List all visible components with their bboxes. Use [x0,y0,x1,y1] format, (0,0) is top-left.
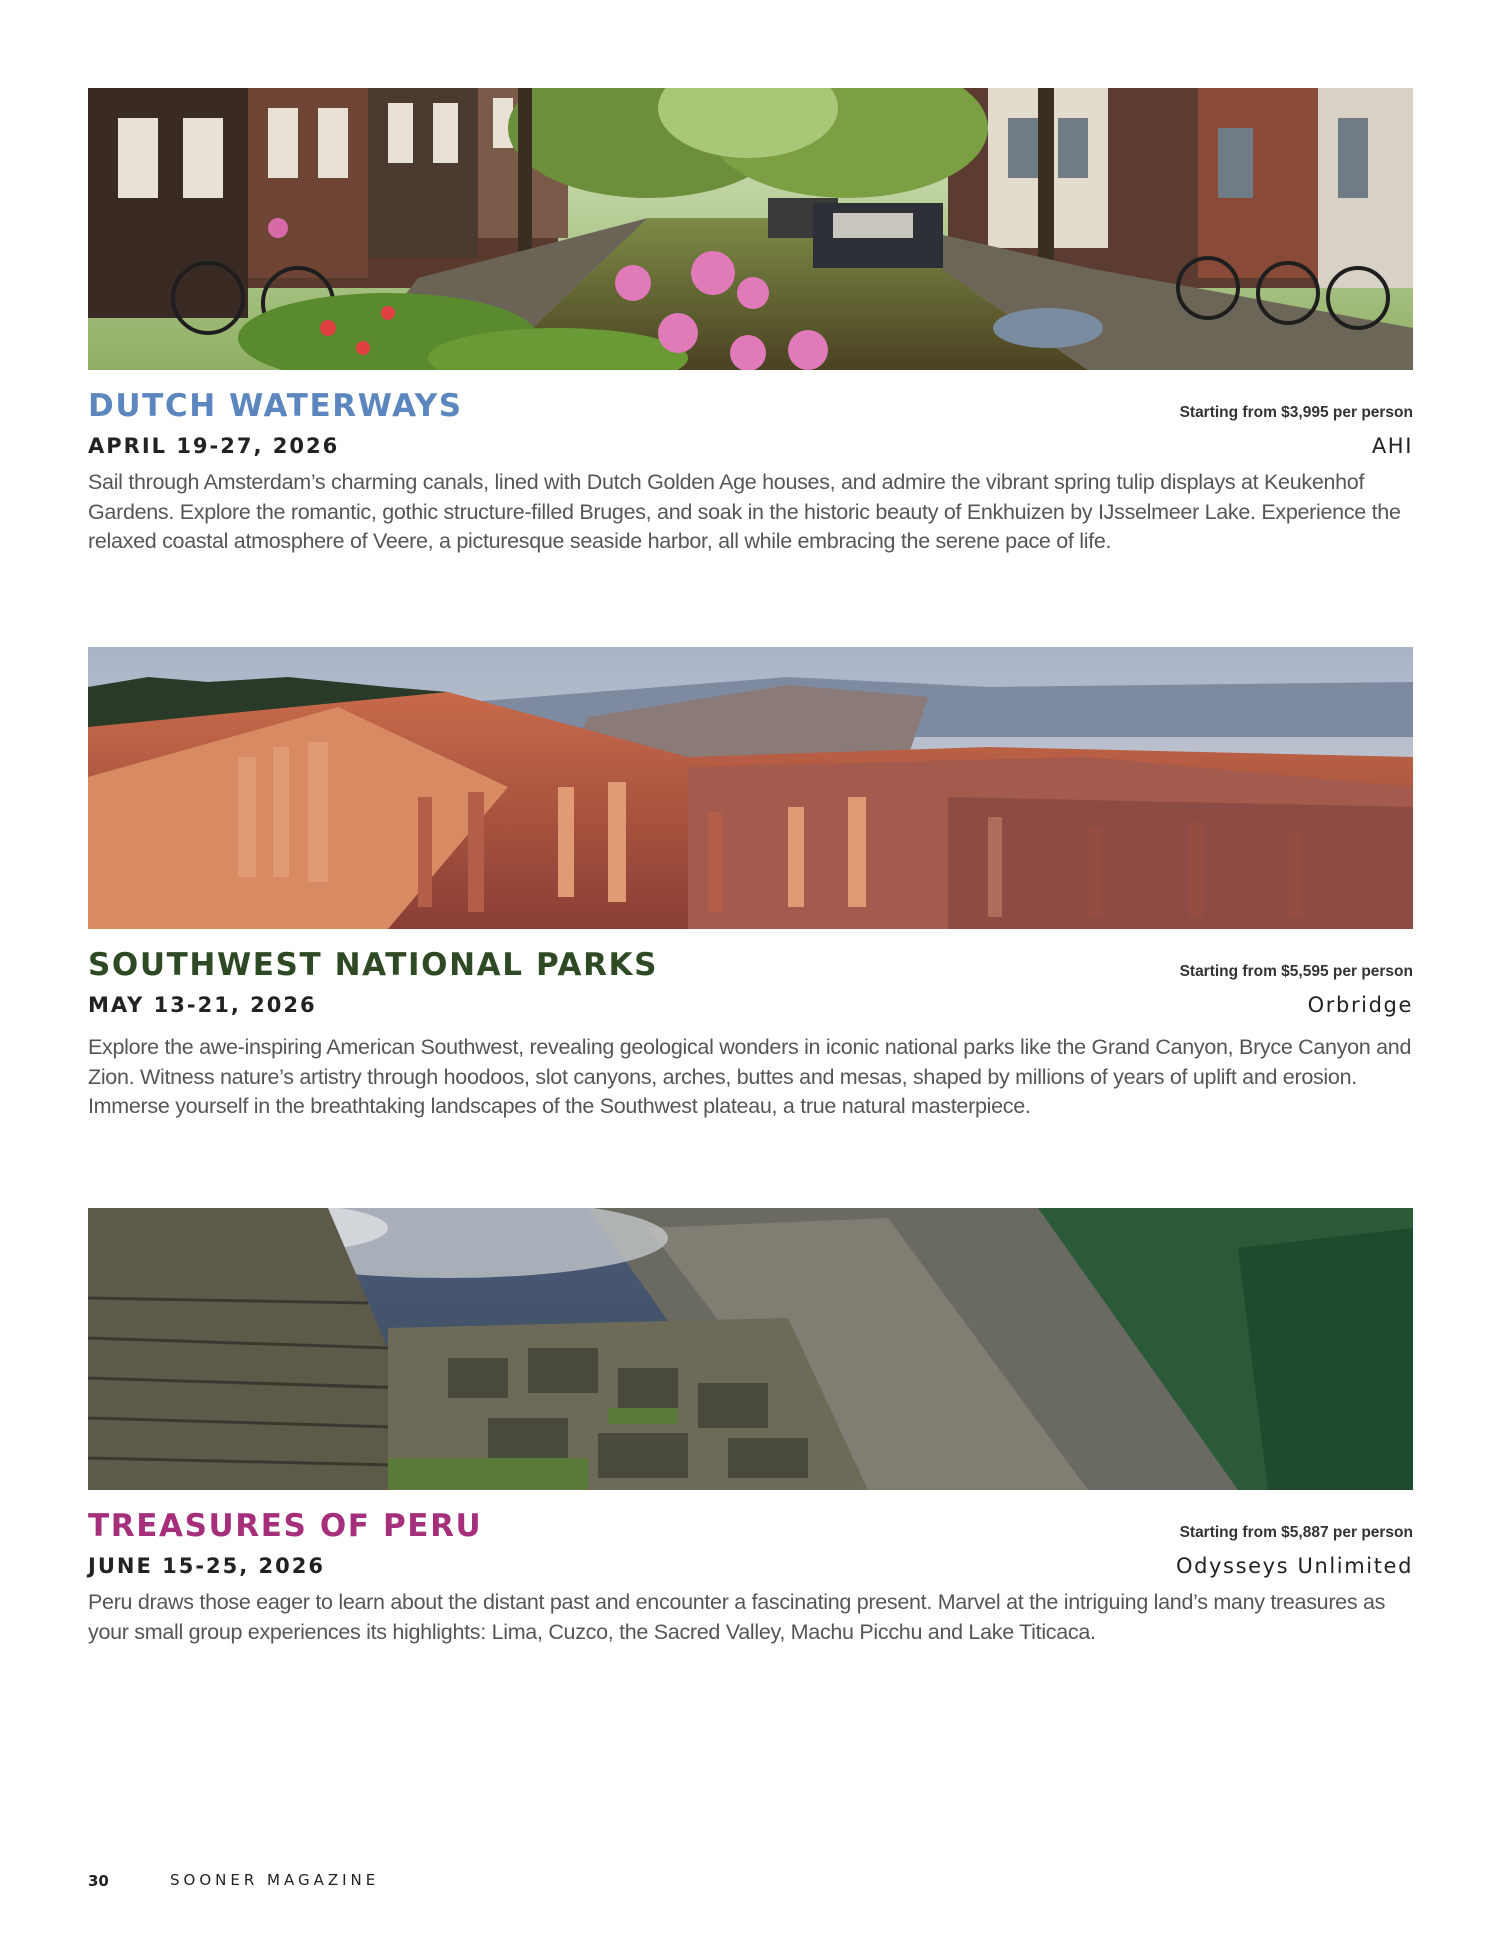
trip-southwest-national-parks [88,647,1413,1122]
trip-title: TREASURES OF PERU [88,1508,483,1544]
trip-dutch-waterways [88,88,1413,557]
trip-treasures-of-peru [88,1208,1413,1647]
machu-picchu-photo [88,1208,1413,1490]
magazine-name: SOONER MAGAZINE [170,1871,380,1889]
trip-description: Peru draws those eager to learn about the distant past and encounter a fascinating present. Marvel at the intriguing land’s many treasures as your small group experiences its highlights: Lima, Cuzco, the Sacred Valley, Machu Picchu and Lake Titicaca. [88,1590,1386,1644]
bryce-canyon-photo [88,647,1413,929]
trip-price: Starting from $5,595 per person [1179,963,1413,980]
amsterdam-canal-photo [88,88,1413,370]
trip-description: Explore the awe-inspiring American Southwest, revealing geological wonders in iconic national parks like the Grand Canyon, Bryce Canyon and Zion. Witness nature’s artistry through hoodoos, slot canyons, arches, buttes and mesas, shaped by millions of years of uplift and erosion. Immerse yourself in the breathtaking landscapes of the Southwest plateau, a true natural masterpiece. [88,1035,1412,1118]
trip-title: DUTCH WATERWAYS [88,388,463,424]
trip-operator: AHI [1371,434,1413,458]
trip-price: Starting from $5,887 per person [1179,1524,1413,1541]
trip-description: Sail through Amsterdam’s charming canals, lined with Dutch Golden Age houses, and admire the vibrant spring tulip displays at Keukenhof Gardens. Explore the romantic, gothic structure-filled Bruges, and soak in the historic beauty of Enkhuizen by IJsselmeer Lake. Experience the relaxed coastal atmosphere of Veere, a picturesque seaside harbor, all while embracing the serene pace of life. [88,470,1401,553]
trip-title: SOUTHWEST NATIONAL PARKS [88,947,659,983]
trip-price: Starting from $3,995 per person [1179,404,1413,421]
page-number: 30 [88,1872,109,1890]
trip-date: APRIL 19-27, 2026 [88,434,340,458]
page-footer [88,1871,380,1890]
trip-operator: Odysseys Unlimited [1175,1554,1413,1578]
trip-operator: Orbridge [1307,993,1413,1017]
trip-date: JUNE 15-25, 2026 [88,1554,325,1578]
trip-date: MAY 13-21, 2026 [88,993,317,1017]
